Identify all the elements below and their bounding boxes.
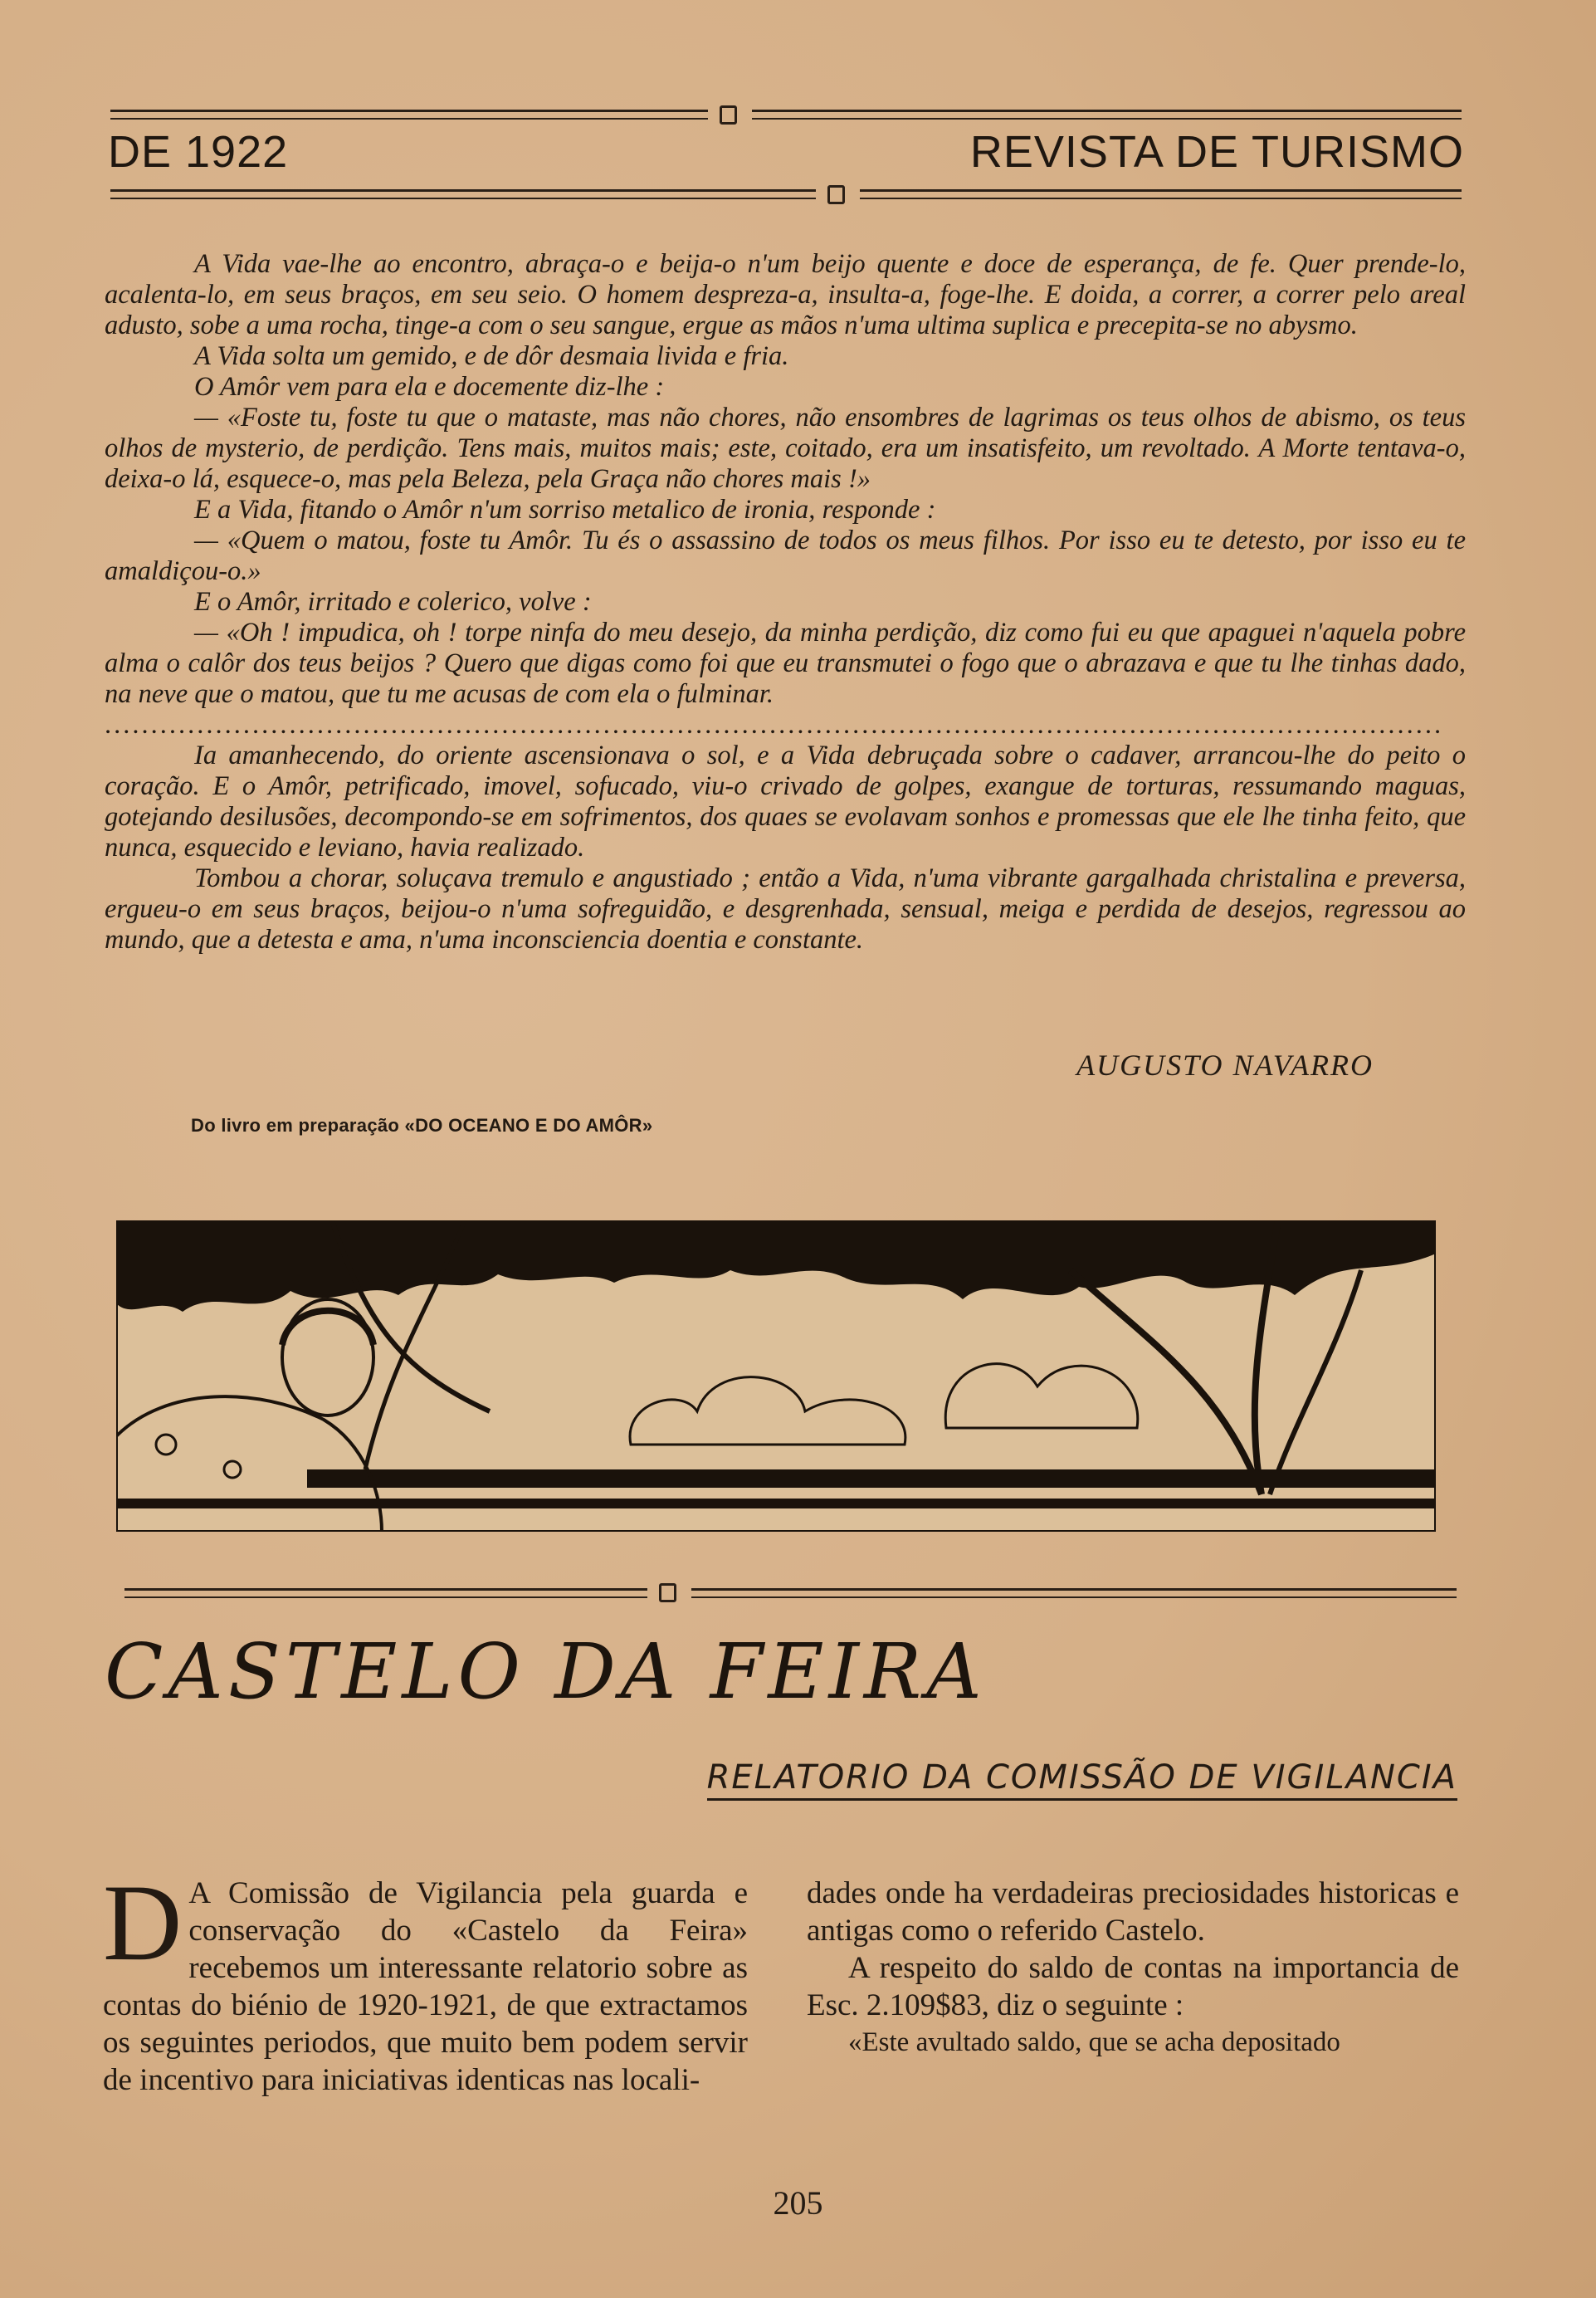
section-rule-left <box>124 1588 647 1598</box>
article-column-right <box>807 1875 1459 2061</box>
story-text <box>105 249 1466 956</box>
article-paragraph: «Este avultado saldo, que se acha depositado <box>848 2027 1340 2057</box>
section-ornament <box>659 1583 676 1602</box>
header-ornament-top <box>720 105 737 125</box>
section-rule-right <box>691 1588 1457 1598</box>
story-paragraph: — «Foste tu, foste tu que o mataste, mas não chores, não ensombres de lagrimas os teus olhos de abismo, os teus olhos de mysterio, de perdição. Tens mais, muitos mais; este, coitado, era um insatisfeito, um revoltado. A Morte tentava-o, deixa-o lá, esquece-o, mas pela Beleza, pela Graça não chores mais !» <box>105 403 1466 494</box>
header-rule-bottom-right <box>860 189 1462 199</box>
section-dots-separator: ................................................................................................................................................. <box>105 710 1444 740</box>
header-journal-title: REVISTA DE TURISMO <box>969 127 1464 177</box>
decorative-illustration <box>116 1220 1436 1532</box>
article-column-left <box>103 1861 748 2099</box>
header-rule-top-right <box>752 110 1462 120</box>
story-paragraph: Tombou a chorar, soluçava tremulo e angustiado ; então a Vida, n'uma vibrante gargalhada christalina e preversa, ergueu-o em seus braços, beijou-o n'uma sofreguidão, e desgrenhada, sensual, meiga e perdida de desejos, regressou ao mundo, que a detesta e ama, n'uma inconsciencia doentia e constante. <box>105 863 1466 955</box>
article-paragraph: dades onde ha verdadeiras preciosidades historicas e antigas como o referido Castelo. <box>807 1876 1459 1948</box>
header-date: DE 1922 <box>108 127 289 177</box>
story-paragraph: — «Quem o matou, foste tu Amôr. Tu és o assassino de todos os meus filhos. Por isso eu te detesto, por isso eu te amaldiçou-o.» <box>105 526 1466 586</box>
header-ornament-bottom <box>827 185 845 204</box>
author-signature: AUGUSTO NAVARRO <box>1076 1049 1374 1082</box>
story-paragraph: Ia amanhecendo, do oriente ascensionava o sol, e a Vida debruçada sobre o cadaver, arrancou-lhe do peito o coração. E o Amôr, petrificado, imovel, sofucado, viu-o crivado de golpes, exangue de torturas, ressumando maguas, gotejando desilusões, decompondo-se em sofrimentos, dos quaes se evolavam sonhos e promessas que ele lhe tinha feito, que nunca, esquecido e leviano, havia realizado. <box>105 741 1466 863</box>
story-paragraph: E o Amôr, irritado e colerico, volve : <box>194 587 592 617</box>
drop-cap: D <box>103 1861 183 1983</box>
header-rule-bottom-left <box>110 189 816 199</box>
book-source-note: Do livro em preparação «DO OCEANO E DO AMÔR» <box>191 1115 653 1136</box>
story-paragraph: — «Oh ! impudica, oh ! torpe ninfa do meu desejo, da minha perdição, diz como fui eu que apaguei n'aquela pobre alma o calôr dos teus beijos ? Quero que digas como foi que eu transmutei o fogo que o abrazava e que tu lhe tinhas dado, na neve que o matou, que tu me acusas de com ela o fulminar. <box>105 618 1466 709</box>
article-paragraph: A respeito do saldo de contas na importancia de Esc. 2.109$83, diz o seguinte : <box>807 1951 1459 2022</box>
story-paragraph: E a Vida, fitando o Amôr n'um sorriso metalico de ironia, responde : <box>194 495 936 525</box>
story-paragraph: O Amôr vem para ela e docemente diz-lhe : <box>194 372 665 402</box>
story-paragraph: A Vida solta um gemido, e de dôr desmaia livida e fria. <box>194 341 789 371</box>
story-paragraph: A Vida vae-lhe ao encontro, abraça-o e beija-o n'um beijo quente e doce de esperança, de fe. Quer prende-lo, acalenta-lo, em seus braços, em seu seio. O homem despreza-a, insulta-a, foge-lhe. E doida, a correr, a correr pelo areal adusto, sobe a uma rocha, tinge-a com o seu sangue, ergue as mãos n'uma ultima suplica e precepita-se no abysmo. <box>105 249 1466 340</box>
article-title: CASTELO DA FEIRA <box>105 1627 987 1716</box>
article-subtitle: RELATORIO DA COMISSÃO DE VIGILANCIA <box>707 1758 1457 1801</box>
article-paragraph: A Comissão de Vigilancia pela guarda e conservação do «Castelo da Feira» recebemos um interessante relatorio sobre as contas do biénio de 1920-1921, de que extractamos os seguintes periodos, que muito bem podem servir de incentivo para iniciativas identicas nas locali- <box>103 1876 748 2097</box>
page-number: 205 <box>773 2184 823 2222</box>
header-rule-top-left <box>110 110 708 120</box>
